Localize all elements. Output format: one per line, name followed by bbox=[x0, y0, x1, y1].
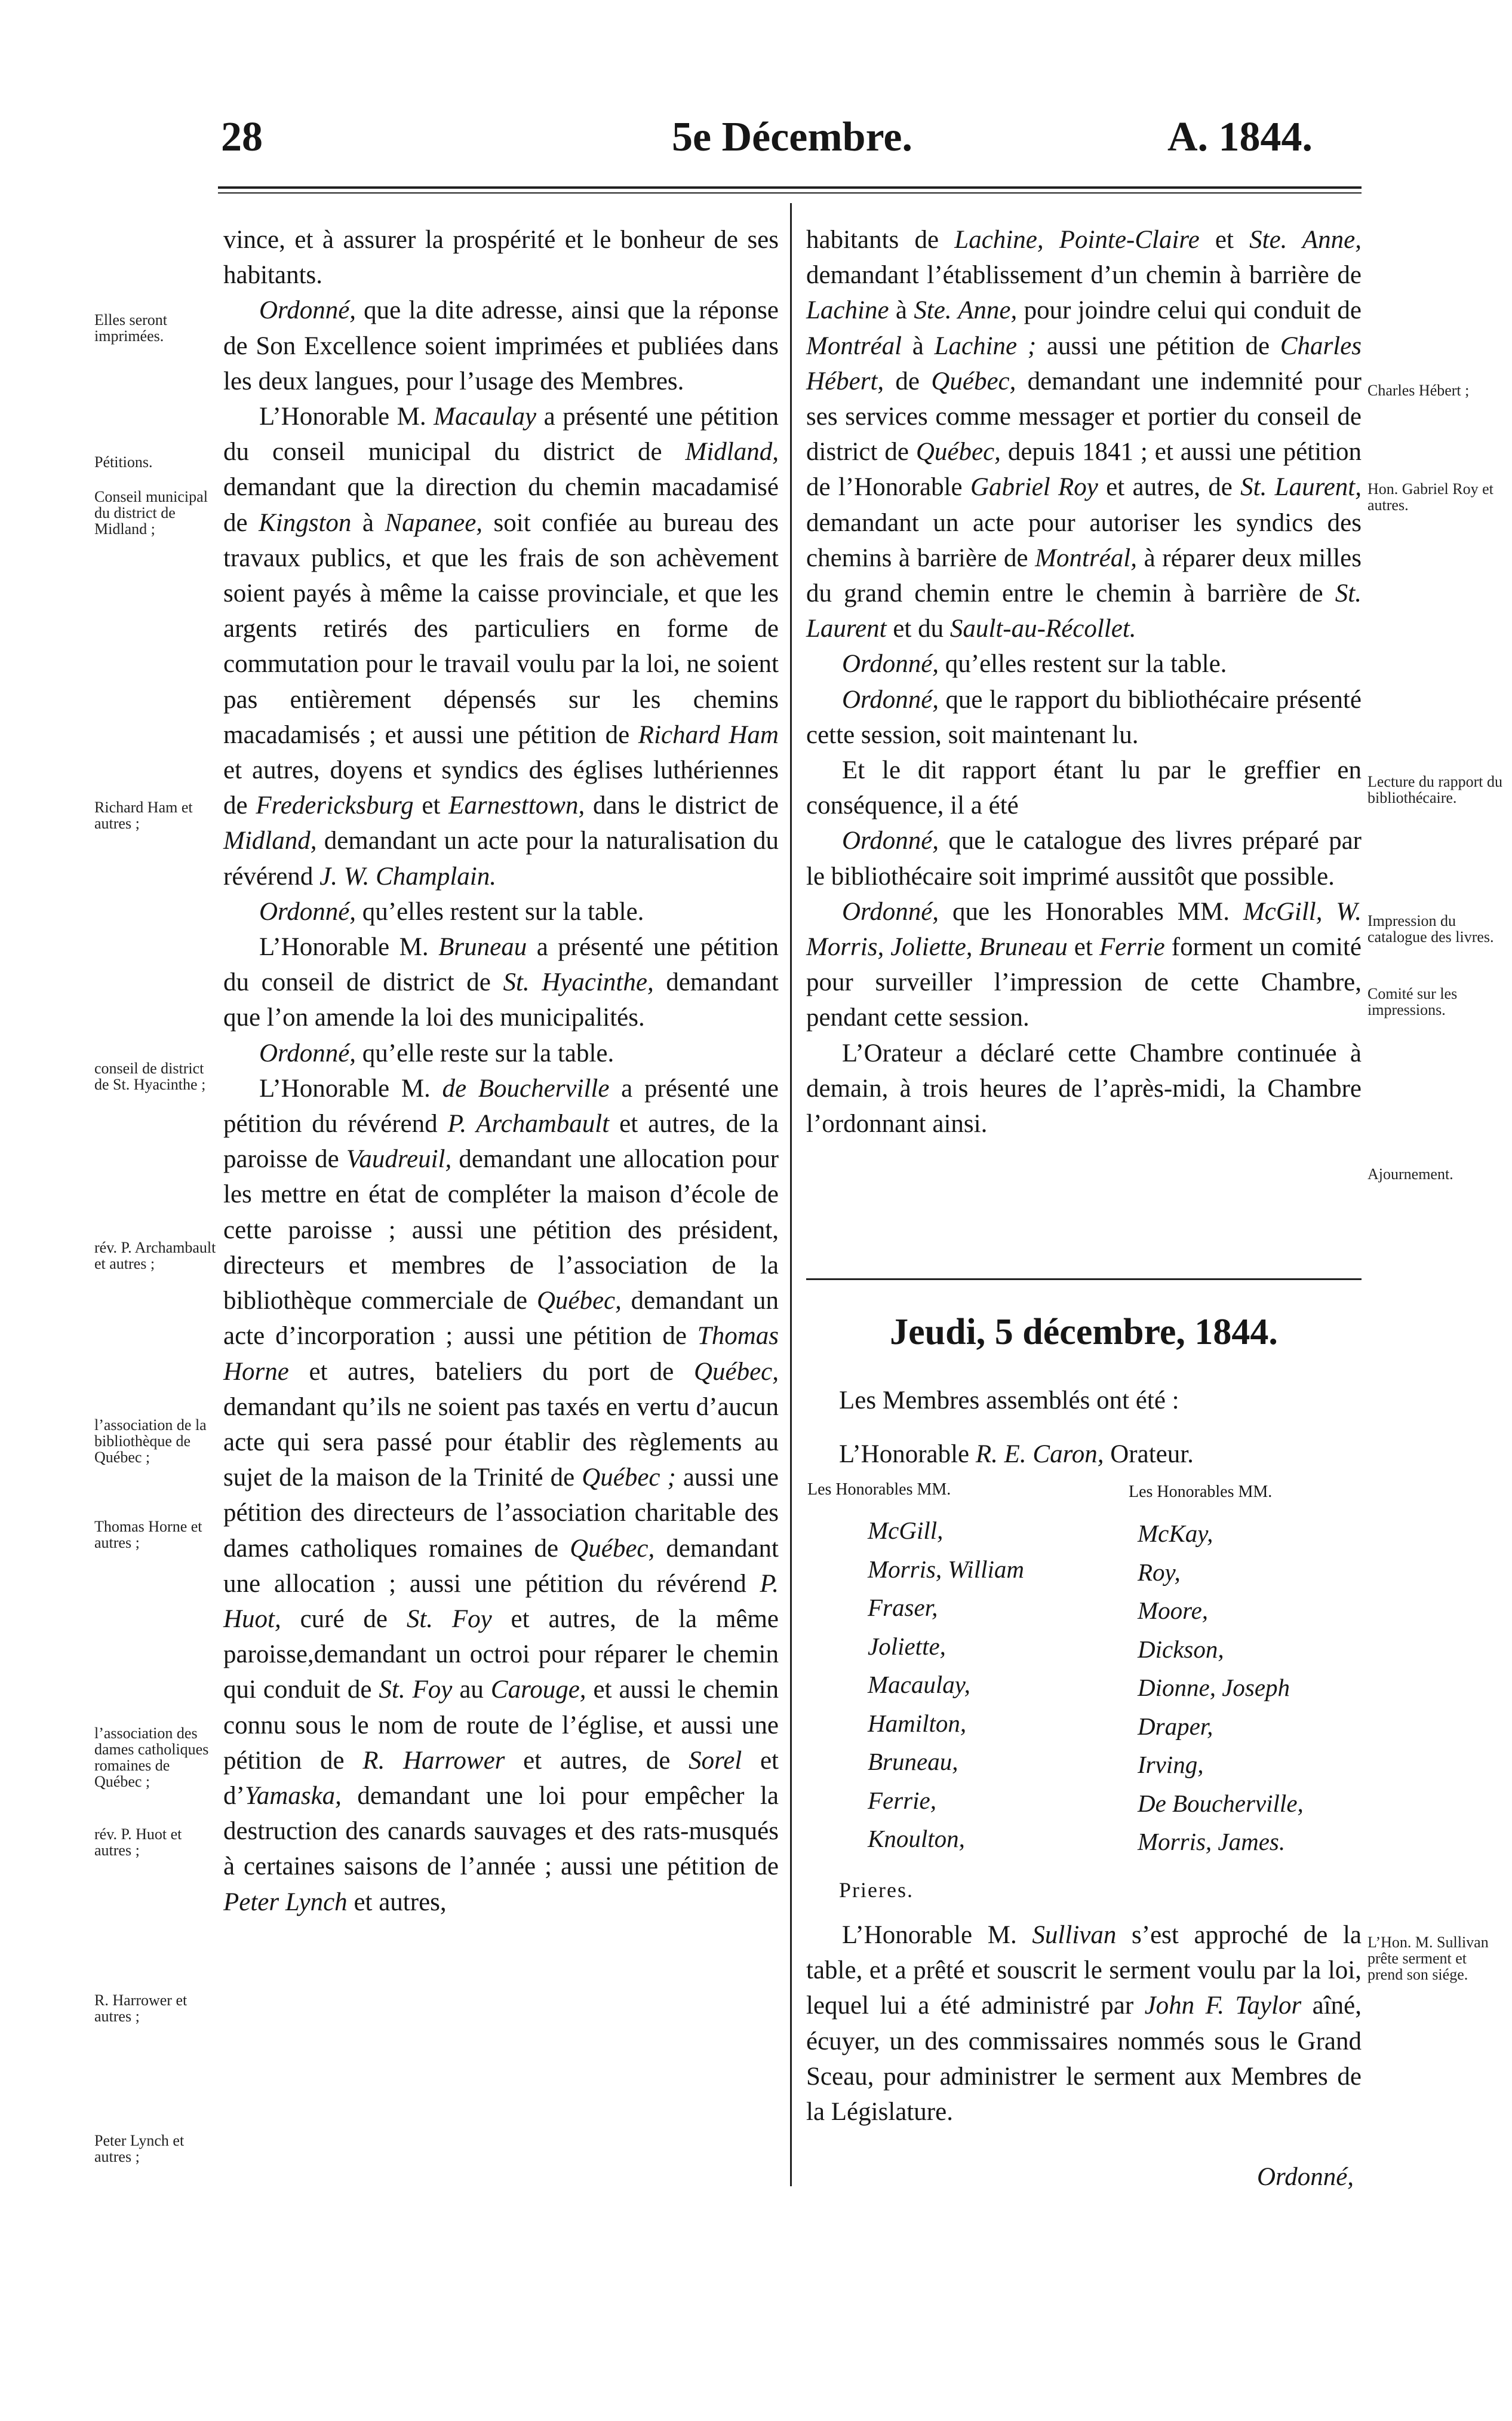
text-run: que la dite adresse, ainsi que la réponse de Son Excellence soient imprimées et publiées dans les deux langues, pour l’usage des Membres. bbox=[223, 296, 779, 395]
member-name: Bruneau, bbox=[868, 1748, 958, 1775]
text-run: soit confiée au bureau des travaux publics, et que les frais de son achèvement soient payés à même la caisse provinciale, et que les argents retirés des particuliers en forme de commutation pour le travail voulu par la loi, ne soient pas entièrement dépensés sur les chemins macadamisés ; et aussi une pétition de bbox=[223, 508, 779, 749]
text-run: L’Honorable M. bbox=[259, 933, 439, 962]
text-run: à réparer deux milles du grand chemin entre le chemin à barrière de bbox=[806, 544, 1362, 608]
italic-run: Ste. Anne, bbox=[1249, 226, 1362, 254]
italic-run: Charles Hébert, bbox=[806, 332, 1362, 395]
italic-run: Ordonné, bbox=[259, 897, 357, 926]
italic-run: Ste. Anne, bbox=[914, 296, 1018, 325]
text-run: à bbox=[351, 508, 385, 537]
margin-note: Comité sur les impressions. bbox=[1367, 985, 1458, 1018]
running-year: A. 1844. bbox=[1167, 114, 1313, 160]
member-name: Moore, bbox=[1138, 1597, 1209, 1624]
margin-note: Charles Hébert ; bbox=[1367, 382, 1470, 399]
italic-run: St. Foy bbox=[379, 1676, 453, 1704]
text-run: Et le dit rapport étant lu par le greffier en conséquence, il a été bbox=[806, 756, 1362, 820]
italic-run: Gabriel Roy bbox=[970, 473, 1098, 502]
text-run: au bbox=[452, 1676, 491, 1704]
italic-run: Napanee, bbox=[385, 508, 483, 537]
text-run: L’Honorable M. bbox=[842, 1921, 1032, 1949]
member-name: De Boucherville, bbox=[1138, 1789, 1304, 1817]
margin-note: Conseil municipal du district de Midland ; bbox=[94, 488, 208, 538]
members-header-left: Les Honorables MM. bbox=[807, 1480, 951, 1499]
italic-run: Québec, bbox=[915, 438, 1001, 467]
italic-run: Québec ; bbox=[582, 1463, 676, 1492]
text-run: demandant une allocation ; aussi une pétition du révérend bbox=[223, 1534, 779, 1598]
member-name: Morris, William bbox=[868, 1555, 1024, 1583]
paragraph bbox=[806, 753, 1362, 823]
paragraph bbox=[806, 646, 1362, 682]
italic-run: Yamaska, bbox=[244, 1781, 342, 1810]
text-run: et autres, de la paroisse de bbox=[223, 1110, 779, 1174]
italic-run: St. Hyacinthe, bbox=[503, 968, 654, 997]
left-text-column bbox=[223, 222, 779, 1920]
italic-run: Kingston bbox=[259, 508, 352, 537]
running-date: 5e Décembre. bbox=[672, 114, 912, 160]
text-run: demandant que la direction du chemin macadamisé de bbox=[223, 473, 779, 537]
italic-run: John F. Taylor bbox=[1144, 1992, 1302, 2020]
member-name: Morris, James. bbox=[1138, 1828, 1286, 1855]
text-run: demandant un acte pour autoriser les syndics des chemins à barrière de bbox=[806, 508, 1362, 572]
text-run: et autres, de la même paroisse,demandant un octroi pour réparer le chemin qui conduit de bbox=[223, 1604, 779, 1704]
italic-run: Sorel bbox=[689, 1746, 742, 1775]
text-run: demandant un acte d’incorporation ; aussi une pétition de bbox=[223, 1287, 779, 1351]
margin-note: l’association de la bibliothèque de Québec ; bbox=[94, 1416, 207, 1466]
italic-run: St. Laurent bbox=[806, 579, 1362, 643]
italic-run: Macaulay bbox=[434, 403, 537, 431]
italic-run: Québec, bbox=[693, 1357, 779, 1386]
margin-note: Impression du catalogue des livres. bbox=[1367, 912, 1494, 946]
text-run: demandant une indemnité pour ses services comme messager et portier du conseil de district de bbox=[806, 367, 1362, 467]
text-run: L’Honorable M. bbox=[259, 403, 434, 431]
text-run: L’Honorable M. bbox=[259, 1074, 442, 1103]
members-assembled-line: Les Membres assemblés ont été : bbox=[839, 1386, 1179, 1414]
text-run: depuis 1841 ; et aussi une pétition de l’Honorable bbox=[806, 438, 1362, 502]
italic-run: Québec, bbox=[536, 1287, 622, 1315]
member-name: Knoulton, bbox=[868, 1825, 965, 1852]
paragraph bbox=[223, 894, 779, 929]
text-run: demandant une loi pour empêcher la destruction des canards sauvages et des rats-musqués à certaines saisons de l’année ; aussi une pétition de bbox=[223, 1781, 779, 1881]
italic-run: Ordonné, bbox=[259, 296, 357, 325]
member-name: Irving, bbox=[1138, 1751, 1204, 1778]
text-run: et du bbox=[886, 615, 950, 643]
text-run: demandant l’établissement d’un chemin à barrière de bbox=[806, 261, 1362, 290]
italic-run: Ordonné, bbox=[842, 827, 939, 855]
member-name: McGill, bbox=[868, 1517, 944, 1544]
member-name: Dionne, Joseph bbox=[1138, 1674, 1290, 1701]
italic-run: Peter Lynch bbox=[223, 1888, 348, 1916]
margin-note: Thomas Horne et autres ; bbox=[94, 1518, 202, 1551]
italic-run: Montréal, bbox=[1035, 544, 1137, 572]
column-divider bbox=[790, 203, 792, 2186]
paragraph bbox=[806, 823, 1362, 894]
text-run: demandant qu’ils ne soient pas taxés en vertu d’aucun acte qui sera passé pour établir des règlements au sujet de la maison de la Trinité de bbox=[223, 1392, 779, 1492]
italic-run: J. W. Champlain. bbox=[319, 862, 496, 891]
italic-run: Ordonné, bbox=[842, 650, 939, 679]
paragraph bbox=[223, 929, 779, 1036]
text-run: demandant une allocation pour les mettre en état de compléter la maison d’école de cette paroisse ; aussi une pétition des président, directeurs et membres de l’association de la bibliothèque commerciale de bbox=[223, 1145, 779, 1315]
italic-run: P. Archambault bbox=[447, 1110, 610, 1139]
text-run: forment un comité pour surveiller l’impression de cette Chambre, pendant cette session. bbox=[806, 933, 1362, 1032]
margin-note: Pétitions. bbox=[94, 453, 153, 471]
text-run: et autres, bateliers du port de bbox=[288, 1357, 694, 1386]
speaker-prefix: L’Honorable bbox=[839, 1440, 976, 1468]
italic-run: Fredericksburg bbox=[256, 791, 414, 820]
member-name: Hamilton, bbox=[868, 1709, 967, 1737]
italic-run: Richard Ham bbox=[638, 720, 779, 749]
text-run: a présenté une pétition du révérend bbox=[223, 1074, 779, 1139]
text-run: demandant que l’on amende la loi des municipalités. bbox=[223, 968, 779, 1032]
text-run: pour joindre celui qui conduit de bbox=[1017, 296, 1362, 325]
text-run: s’est approché de la table, et a prêté et souscrit le serment voulu par la loi, lequel lui a été administré par bbox=[806, 1921, 1362, 2020]
italic-run: Carouge, bbox=[490, 1676, 586, 1704]
text-run: et aussi le chemin connu sous le nom de route de l’église, et aussi une pétition de bbox=[223, 1676, 779, 1775]
text-run: a présenté une pétition du conseil de district de bbox=[223, 933, 779, 997]
paragraph bbox=[806, 1917, 1362, 2130]
paragraph bbox=[223, 222, 779, 293]
member-name: Ferrie, bbox=[868, 1786, 936, 1814]
italic-run: Sullivan bbox=[1032, 1921, 1117, 1949]
member-name: Roy, bbox=[1138, 1558, 1181, 1586]
italic-run: Ferrie bbox=[1099, 933, 1165, 962]
italic-run: P. Huot, bbox=[223, 1569, 779, 1633]
italic-run: Ordonné, bbox=[259, 1039, 357, 1067]
section-heading: Jeudi, 5 décembre, 1844. bbox=[890, 1312, 1278, 1352]
member-name: Macaulay, bbox=[868, 1671, 970, 1698]
italic-run: Lachine ; bbox=[934, 332, 1037, 360]
speaker-name: R. E. Caron, bbox=[975, 1440, 1104, 1468]
header-rule-thin bbox=[218, 192, 1362, 194]
margin-note: Richard Ham et autres ; bbox=[94, 799, 193, 832]
header-rule bbox=[218, 186, 1362, 189]
text-run: et bbox=[413, 791, 449, 820]
text-run: aîné, écuyer, un des commissaires nommés sous le Grand Sceau, pour administrer le serment aux Membres de la Législature. bbox=[806, 1992, 1362, 2127]
text-run: de bbox=[884, 367, 932, 395]
text-run: habitants de bbox=[806, 226, 955, 254]
member-name: Dickson, bbox=[1138, 1635, 1224, 1663]
italic-run: Ordonné, bbox=[842, 685, 939, 714]
italic-run: Vaudreuil, bbox=[346, 1145, 452, 1174]
text-run: qu’elle reste sur la table. bbox=[356, 1039, 614, 1067]
margin-note: Hon. Gabriel Roy et autres. bbox=[1367, 480, 1493, 514]
margin-note: l’association des dames catholiques romaines de Québec ; bbox=[94, 1725, 209, 1790]
margin-note: Lecture du rapport du bibliothécaire. bbox=[1367, 773, 1502, 806]
margin-note: L’Hon. M. Sullivan prête serment et prend son siége. bbox=[1367, 1934, 1489, 1983]
members-header-right: Les Honorables MM. bbox=[1129, 1483, 1273, 1501]
paragraph bbox=[223, 399, 779, 894]
paragraph bbox=[806, 894, 1362, 1036]
italic-run: R. Harrower bbox=[362, 1746, 505, 1775]
right-text-column bbox=[806, 222, 1362, 1142]
italic-run: Sault-au-Récollet. bbox=[949, 615, 1136, 643]
text-run: et autres, de bbox=[505, 1746, 689, 1775]
catchword: Ordonné, bbox=[1257, 2163, 1354, 2191]
margin-note: Elles seront imprimées. bbox=[94, 311, 168, 345]
margin-note: rév. P. Archambault et autres ; bbox=[94, 1239, 216, 1272]
text-run: qu’elles restent sur la table. bbox=[356, 897, 644, 926]
italic-run: McGill, W. Morris, Joliette, Bruneau bbox=[806, 897, 1362, 962]
prayers-heading: Prieres. bbox=[839, 1878, 914, 1902]
italic-run: Lachine bbox=[806, 296, 889, 325]
text-run: à bbox=[902, 332, 935, 360]
text-run: curé de bbox=[281, 1604, 407, 1633]
italic-run: Thomas Horne bbox=[223, 1322, 779, 1386]
text-run: et autres, bbox=[347, 1888, 447, 1916]
member-name: Fraser, bbox=[868, 1594, 938, 1621]
italic-run: Montréal bbox=[806, 332, 902, 360]
paragraph bbox=[806, 1036, 1362, 1142]
text-run: qu’elles restent sur la table. bbox=[939, 650, 1227, 679]
italic-run: Bruneau bbox=[438, 933, 527, 962]
text-run: et autres, de bbox=[1098, 473, 1241, 502]
member-name: Joliette, bbox=[868, 1632, 946, 1660]
text-run: que le rapport du bibliothécaire présenté cette session, soit maintenant lu. bbox=[806, 685, 1362, 749]
text-run: que les Honorables MM. bbox=[939, 897, 1243, 926]
italic-run: Québec, bbox=[570, 1534, 655, 1563]
paragraph bbox=[223, 293, 779, 399]
margin-note: Peter Lynch et autres ; bbox=[94, 2132, 185, 2165]
text-run: aussi une pétition de bbox=[1036, 332, 1280, 360]
member-name: McKay, bbox=[1138, 1520, 1213, 1547]
speaker-suffix: Orateur. bbox=[1104, 1440, 1194, 1468]
paragraph bbox=[806, 682, 1362, 753]
member-name: Draper, bbox=[1138, 1712, 1213, 1740]
text-run: L’Orateur a déclaré cette Chambre continuée à demain, à trois heures de l’après-midi, la Chambre l’ordonnant ainsi. bbox=[806, 1039, 1362, 1139]
italic-run: Midland, bbox=[685, 438, 779, 467]
italic-run: St. Foy bbox=[406, 1604, 492, 1633]
text-run: à bbox=[889, 296, 914, 325]
text-run: aussi une pétition des directeurs de l’association charitable des dames catholiques romaines de bbox=[223, 1463, 779, 1563]
text-run: a présenté une pétition du conseil municipal du district de bbox=[223, 403, 779, 467]
italic-run: St. Laurent, bbox=[1240, 473, 1362, 502]
margin-note: rév. P. Huot et autres ; bbox=[94, 1825, 182, 1859]
paragraph bbox=[223, 1036, 779, 1071]
margin-note: Ajournement. bbox=[1367, 1165, 1453, 1183]
speaker-line bbox=[839, 1437, 1194, 1472]
italic-run: Lachine, Pointe-Claire bbox=[954, 226, 1200, 254]
page-number: 28 bbox=[221, 114, 263, 160]
italic-run: Midland, bbox=[223, 827, 317, 855]
italic-run: Ordonné, bbox=[842, 897, 939, 926]
text-run: et d’ bbox=[223, 1746, 779, 1810]
text-run: que le catalogue des livres préparé par le bibliothécaire soit imprimé aussitôt que possible. bbox=[806, 827, 1362, 891]
section-rule bbox=[806, 1278, 1362, 1280]
text-run: vince, et à assurer la prospérité et le bonheur de ses habitants. bbox=[223, 226, 779, 290]
margin-note: conseil de district de St. Hyacinthe ; bbox=[94, 1060, 206, 1093]
paragraph bbox=[806, 222, 1362, 646]
text-run: dans le district de bbox=[585, 791, 779, 820]
italic-run: Earnesttown, bbox=[448, 791, 585, 820]
text-run: demandant un acte pour la naturalisation du révérend bbox=[223, 827, 779, 891]
text-run: et bbox=[1067, 933, 1099, 962]
margin-note: R. Harrower et autres ; bbox=[94, 1992, 188, 2025]
italic-run: Québec, bbox=[931, 367, 1016, 395]
text-run: et autres, doyens et syndics des églises luthériennes de bbox=[223, 756, 779, 820]
sullivan-paragraph bbox=[806, 1917, 1362, 2130]
paragraph bbox=[223, 1071, 779, 1920]
italic-run: de Boucherville bbox=[442, 1074, 610, 1103]
text-run: et bbox=[1199, 226, 1250, 254]
